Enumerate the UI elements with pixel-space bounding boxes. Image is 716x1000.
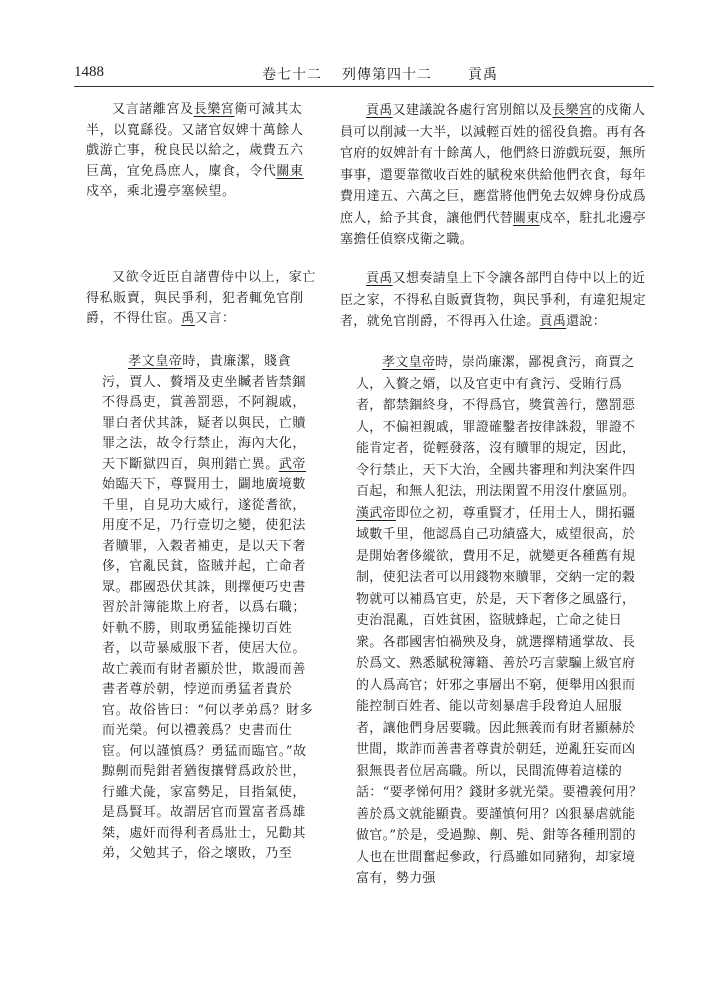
chapter-label: 列傳第四十二 — [342, 67, 432, 83]
original-text-quotation: 孝文皇帝時，貴廉潔，賤貪污，賈人、贅壻及吏坐贓者皆禁錮不得爲吏，賞善罰惡，不阿親戚，罪白者伏其誅，疑者以與民，亡贖罪之法，故令行禁止，海內大化，天下斷獄四百，與刑錯亡異。武帝始臨天下，尊賢用士，闢地廣境數千里，自見功大威行，遂從耆欲，用度不足，乃行壹切之變，使犯法者贖罪，入穀者補吏，是以天下奢侈，官亂民貧，盜賊并起，亡命者眾。郡國恐伏其誅，則擇便巧史書習於計簿能欺上府者，以爲右職；奸軌不勝，則取勇猛能操切百姓者，以苛暴威服下者，使居大位。故亡義而有財者顯於世，欺謾而善書者尊於朝，悖逆而勇猛者貴於官。故俗皆曰：“何以孝弟爲？財多而光榮。何以禮義爲？史書而仕宦。何以謹慎爲？勇猛而臨官。”故黥劓而髡鉗者猶復攘臂爲政於世，行雖犬彘，家富勢足，目指氣使，是爲賢耳。故謂居官而置富者爲雄桀，處奸而得利者爲壯士，兄勸其弟，父勉其子，俗之壞敗，乃至 — [102, 354, 314, 861]
header-rule — [74, 86, 654, 87]
translation-paragraph-1: 貢禹又建議說各處行宮別館以及長樂宮的戍衛人員可以削減一大半，以減輕百姓的徭役負擔。再有各官府的奴婢計有十餘萬人，他們終日游戲玩耍，無所事事，還要靠徵收百姓的賦稅來供給他們衣食，每年費用達五、六萬之巨，應當將他們免去奴婢身份成爲庶人，給予其食，讓他們代替關東戍卒，駐扎北邊亭塞擔任偵察戍衛之職。 — [340, 103, 646, 247]
page-number: 1488 — [74, 64, 104, 80]
translation-quotation: 孝文皇帝時，崇尚廉潔，鄙視貪污，商賈之人，入贅之婿，以及官吏中有貪污、受賄行爲者，都禁錮終身，不得爲官，獎賞善行，懲罰惡人，不偏袒親戚，罪證確鑿者按律誅殺，罪證不能肯定者，從輕發落，沒有贖罪的規定，因此，令行禁止，天下大治，全國共審理和判決案件四百起，和無人犯法，刑法閑置不用沒什麼區別。漢武帝即位之初，尊重賢才，任用士人，開拓疆域數千里，他認爲自己功績盛大，威望很高，於是開始奢侈縱欲，費用不足，就變更各種舊有規制，使犯法者可以用錢物來贖罪，交納一定的穀物就可以補爲官吏，於是，天下奢侈之風盛行，吏治混亂，百姓貧困，盜賊蜂起，亡命之徒日衆。各郡國害怕禍殃及身，就選擇精通掌故、長於爲文、熟悉賦稅簿籍、善於巧言蒙騙上級官府的人爲高官；奸邪之事層出不窮，便舉用凶狠而能控制百姓者、能以苛刻暴虐手段脅迫人屈服者，讓他們身居要職。因此無義而有財者顯赫於世間，欺詐而善書者尊貴於朝廷，逆亂狂妄而凶狠無畏者位居高職。所以，民間流傳着這樣的話：“要孝悌何用？錢財多就光榮。要禮義何用？善於爲文就能顯貴。要謹慎何用？凶狠暴虐就能做官。”於是，受過黥、劓、髡、鉗等各種刑罰的人也在世間奮起參政，行爲雖如同豬狗，却家境富有，勢力强 — [356, 355, 643, 886]
original-text-paragraph-1: 又言諸離宮及長樂宮衛可減其太半，以寬繇役。又諸官奴婢十萬餘人戲游亡事，稅良民以給之，歲費五六巨萬，宜免爲庶人，廩食，令代關東戍卒，乘北邊亭塞候望。 — [86, 102, 304, 199]
original-text-paragraph-2: 又欲令近臣自諸曹侍中以上，家亡得私販賣，與民爭利，犯者輒免官削爵，不得仕宦。禹又言： — [86, 270, 317, 326]
biography-subject: 貢禹 — [468, 67, 498, 83]
juan-label: 卷七十二 — [262, 67, 322, 83]
translation-paragraph-2: 貢禹又想奏請皇上下令讓各部門自侍中以上的近臣之家，不得私自販賣貨物，與民爭利，有違犯規定者，就免官削爵，不得再入仕途。貢禹還說： — [340, 271, 646, 329]
running-header — [74, 61, 650, 85]
